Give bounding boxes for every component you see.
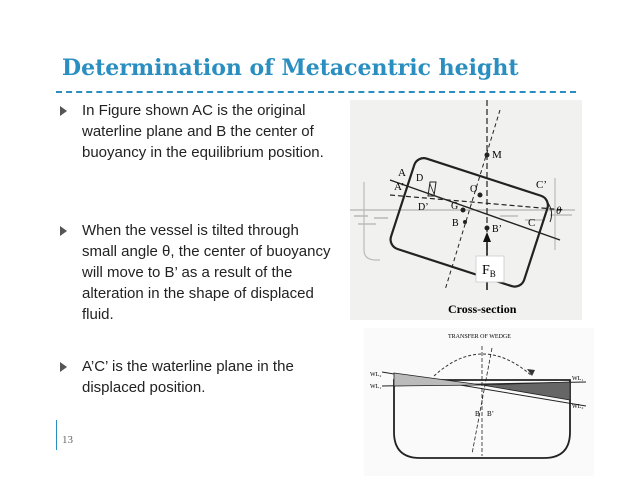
title-divider (56, 91, 576, 93)
label-d-prime: D’ (418, 202, 429, 213)
cross-section-diagram (350, 100, 582, 320)
label-b-prime: B’ (487, 410, 494, 418)
footer-marker (56, 420, 57, 450)
bullet-text: In Figure shown AC is the original waterline plane and B the center of buoyancy in the equilibrium position. (82, 102, 324, 161)
label-g: G (451, 201, 459, 212)
label-wl1-right: WL₁ (572, 376, 584, 382)
label-wl2-right: WL₂ (572, 404, 584, 410)
label-b-prime: B’ (492, 224, 502, 235)
label-a-prime: A’ (394, 181, 405, 193)
label-c: C (528, 217, 536, 229)
bullet-text: A’C’ is the waterline plane in the displaced position. (82, 358, 294, 396)
bullet-arrow-icon (60, 362, 67, 372)
waterline-a-prime-c-prime (390, 195, 565, 210)
buoyancy-arrow-icon (483, 232, 491, 242)
slide-title: Determination of Metacentric height (62, 55, 519, 81)
bullet-arrow-icon (60, 226, 67, 236)
wedge-transfer-diagram (364, 328, 594, 476)
label-m: M (492, 149, 502, 161)
bullet-text: When the vessel is tilted through small angle θ, the center of buoyancy will move to B’ as a result of the alteration in the shape of displaced fluid. (82, 222, 331, 323)
label-wl2-left: WL₂ (370, 372, 382, 378)
label-fb: $F_B$ (482, 263, 496, 279)
bullet-arrow-icon (60, 106, 67, 116)
label-d: D (416, 173, 424, 184)
label-transfer-of-wedge: TRANSFER OF WEDGE (448, 334, 511, 340)
label-c-prime: C’ (536, 179, 547, 191)
label-b: B (475, 410, 480, 418)
figure-caption: Cross-section (448, 302, 517, 316)
label-theta: θ (556, 205, 562, 217)
label-o: O (470, 184, 478, 195)
label-wl1-left: WL₁ (370, 384, 382, 390)
page-number: 13 (62, 434, 73, 446)
wedge-transfer-figure (364, 328, 594, 476)
transfer-arrow-icon (527, 369, 535, 376)
cross-section-figure (350, 100, 582, 320)
label-a: A (398, 167, 406, 179)
label-b: B (452, 218, 459, 229)
tilted-hull (388, 156, 551, 290)
